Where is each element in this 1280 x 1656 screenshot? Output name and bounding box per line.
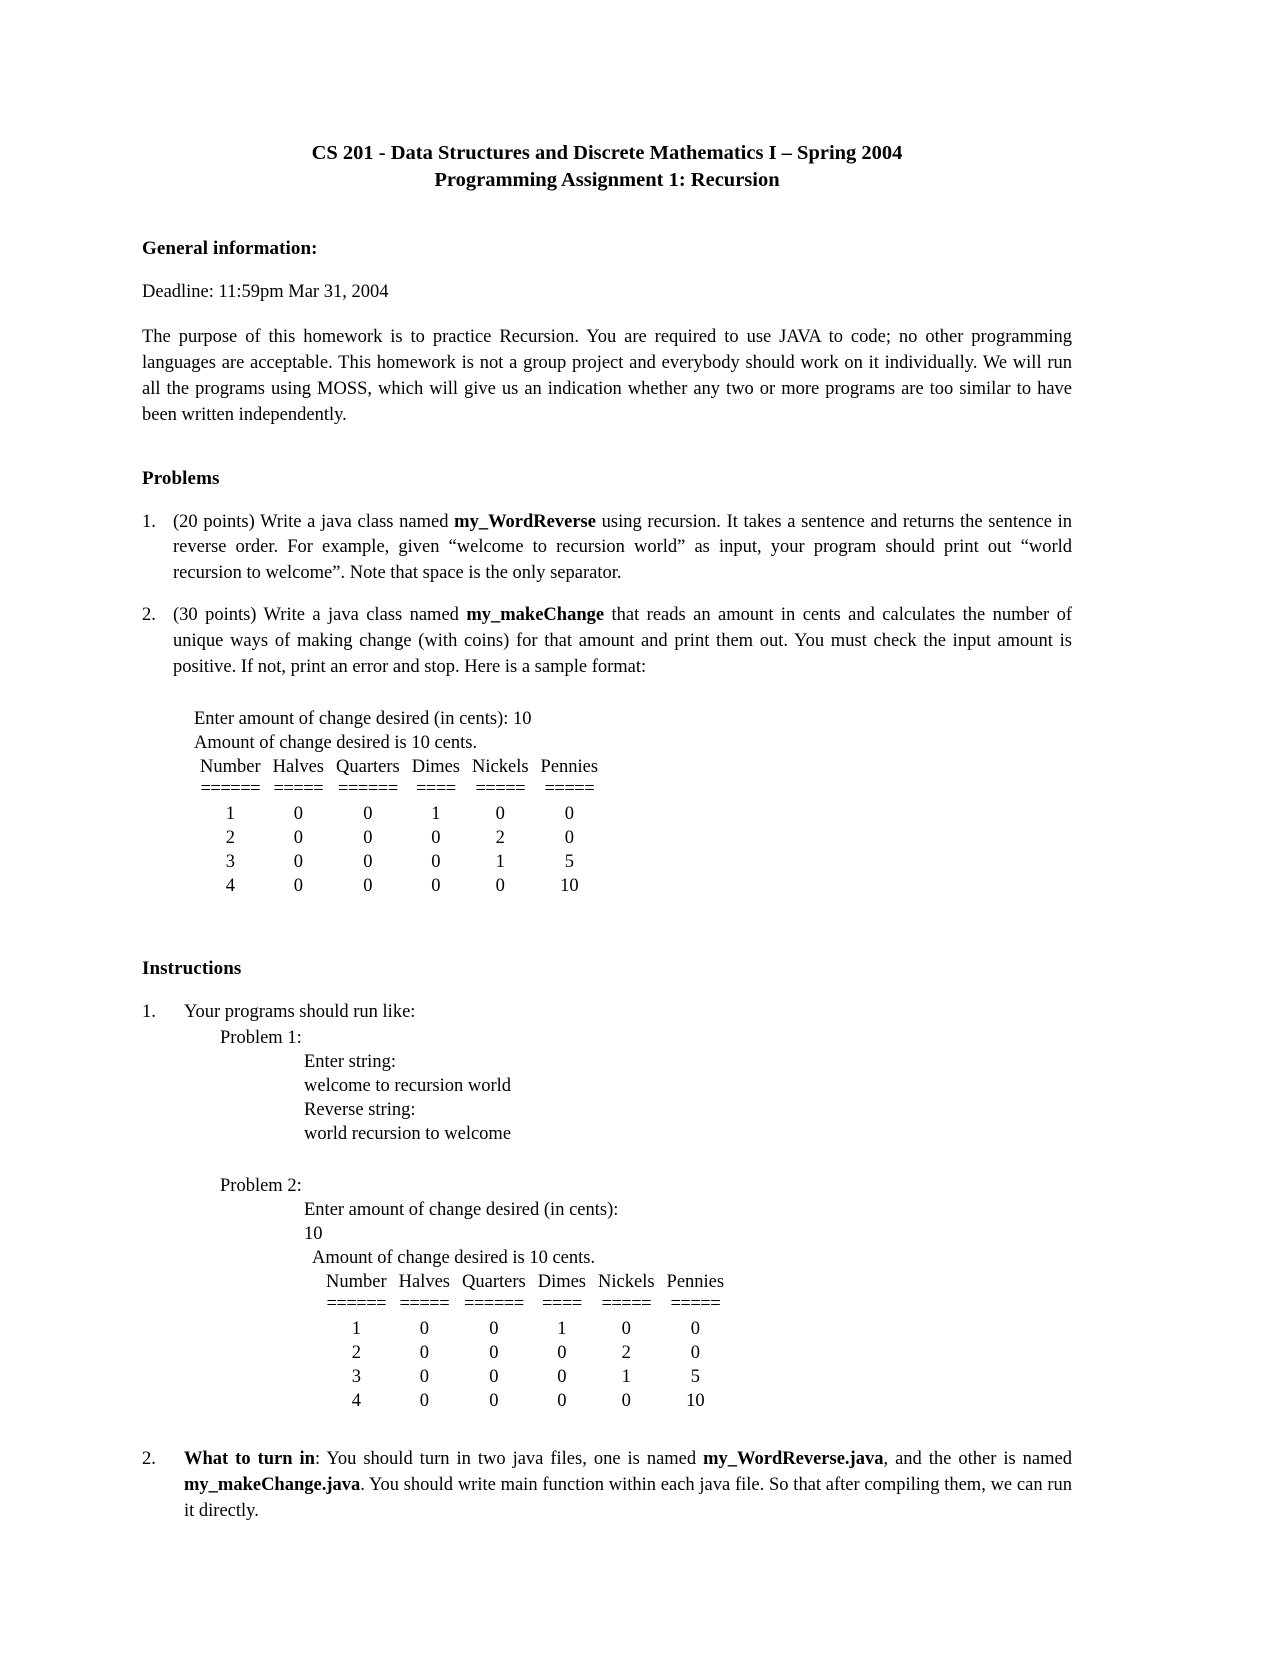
header-number: Number <box>200 756 261 777</box>
cell-halves: 0 <box>419 1390 429 1411</box>
header-halves: Halves <box>272 756 324 777</box>
problem-item-2 <box>142 603 1072 681</box>
table-rule-row <box>320 1294 730 1317</box>
problem-1-line-reverse-string: Reverse string: <box>304 1099 416 1120</box>
problems-list <box>142 510 1072 681</box>
problem-2-amount-line: Amount of change desired is 10 cents. <box>312 1247 596 1268</box>
cell-dimes: 1 <box>431 803 441 824</box>
cell-quarters: 0 <box>363 875 373 896</box>
header-dimes: Dimes <box>411 756 461 777</box>
change-table-2 <box>320 1270 730 1413</box>
cell-pennies: 0 <box>564 827 574 848</box>
cell-quarters: 0 <box>489 1390 499 1411</box>
cell-number: 2 <box>225 827 235 848</box>
header-halves: Halves <box>398 1272 450 1293</box>
rule-nickels: ===== <box>601 1294 652 1315</box>
problem-1-text-after: using recursion. It takes a sentence and returns the sentence in reverse order. For example, given “welcome to recursion world” as input, your program should print out “world recursion to welcome”. Note that space is the only separator. <box>173 511 1072 584</box>
table-rule-row <box>194 779 604 802</box>
cell-number: 3 <box>351 1366 361 1387</box>
file-name-1: my_WordReverse.java <box>703 1448 884 1469</box>
rule-quarters: ====== <box>464 1294 524 1315</box>
cell-pennies: 10 <box>686 1390 705 1411</box>
sample-prompt-line-1: Enter amount of change desired (in cents): 10 <box>194 708 532 729</box>
problem-2-marker: 2. <box>142 605 156 626</box>
change-table-2-head <box>320 1270 730 1317</box>
problem-2-input-line: 10 <box>304 1223 323 1244</box>
cell-number: 1 <box>225 803 235 824</box>
cell-number: 4 <box>351 1390 361 1411</box>
cell-nickels: 1 <box>621 1366 631 1387</box>
problem-1-line-input: welcome to recursion world <box>304 1075 512 1096</box>
change-table-1 <box>194 755 604 898</box>
cell-number: 3 <box>225 851 235 872</box>
cell-quarters: 0 <box>489 1366 499 1387</box>
table-row <box>194 850 604 874</box>
cell-number: 4 <box>225 875 235 896</box>
table-row <box>320 1341 730 1365</box>
cell-pennies: 5 <box>690 1366 700 1387</box>
cell-number: 2 <box>351 1342 361 1363</box>
rule-halves: ===== <box>399 1294 450 1315</box>
purpose-paragraph: The purpose of this homework is to practice Recursion. You are required to use JAVA to code; no other programming languages are acceptable. This homework is not a group project and everybody should work on it individually. We will run all the programs using MOSS, which will give us an indication whether any two or more programs are too similar to have been written independently. <box>142 326 1072 425</box>
problems-heading: Problems <box>142 467 220 489</box>
cell-nickels: 0 <box>621 1390 631 1411</box>
cell-quarters: 0 <box>363 827 373 848</box>
table-row <box>194 826 604 850</box>
table-row <box>320 1365 730 1389</box>
rule-halves: ===== <box>273 779 324 800</box>
problem-1-line-enter-string: Enter string: <box>304 1051 396 1072</box>
header-pennies: Pennies <box>540 756 599 777</box>
header-quarters: Quarters <box>336 756 400 777</box>
cell-pennies: 0 <box>564 803 574 824</box>
cell-dimes: 0 <box>431 827 441 848</box>
rule-pennies: ===== <box>670 1294 721 1315</box>
cell-halves: 0 <box>293 827 303 848</box>
cell-halves: 0 <box>293 803 303 824</box>
cell-pennies: 5 <box>564 851 574 872</box>
problem-1-label: Problem 1: <box>220 1027 302 1048</box>
cell-halves: 0 <box>293 851 303 872</box>
cell-quarters: 0 <box>489 1342 499 1363</box>
spacer <box>142 448 1072 468</box>
rule-pennies: ===== <box>544 779 595 800</box>
instruction-2-text-after: . You should write main function within each java file. So that after compiling them, we can run it directly. <box>184 1474 1072 1521</box>
header-pennies: Pennies <box>666 1272 725 1293</box>
cell-dimes: 0 <box>431 875 441 896</box>
cell-nickels: 0 <box>495 875 505 896</box>
cell-dimes: 0 <box>557 1390 567 1411</box>
problem-2-class-name: my_makeChange <box>466 605 605 626</box>
problem-2-console-lines <box>304 1198 1072 1270</box>
instruction-2-text-before: : You should turn in two java files, one is named <box>314 1448 704 1469</box>
problem-2-prompt-line: Enter amount of change desired (in cents): <box>304 1199 619 1220</box>
cell-dimes: 1 <box>557 1318 567 1339</box>
change-table-2-body <box>320 1317 730 1413</box>
problem-1-marker: 1. <box>142 511 156 532</box>
problem-1-line-output: world recursion to welcome <box>304 1123 512 1144</box>
general-information-heading: General information: <box>142 238 318 260</box>
header-nickels: Nickels <box>598 1272 655 1293</box>
problem-2-sample-block <box>220 1174 1072 1413</box>
instruction-2-text-middle: , and the other is named <box>883 1448 1072 1469</box>
cell-nickels: 2 <box>495 827 505 848</box>
file-name-2: my_makeChange.java <box>184 1474 361 1495</box>
instruction-item-1 <box>142 1000 1072 1413</box>
table-header-row <box>194 755 604 779</box>
cell-pennies: 10 <box>560 875 579 896</box>
spacer <box>142 898 1072 958</box>
instruction-item-2 <box>142 1447 1072 1525</box>
cell-dimes: 0 <box>557 1342 567 1363</box>
cell-halves: 0 <box>419 1342 429 1363</box>
instruction-1-text: Your programs should run like: <box>184 1001 416 1022</box>
rule-dimes: ==== <box>541 1294 582 1315</box>
spacer <box>142 697 1072 707</box>
spacer <box>184 1146 1072 1174</box>
cell-halves: 0 <box>293 875 303 896</box>
table-row <box>320 1389 730 1413</box>
change-table-1-body <box>194 802 604 898</box>
cell-quarters: 0 <box>489 1318 499 1339</box>
change-table-2-wrap <box>320 1270 1072 1413</box>
instruction-2-marker: 2. <box>142 1448 156 1469</box>
header-nickels: Nickels <box>472 756 529 777</box>
deadline-text: Deadline: 11:59pm Mar 31, 2004 <box>142 282 389 303</box>
problem-2-text-after: that reads an amount in cents and calculates the number of unique ways of making change (with coins) for that amount and print them out. You must check the input amount is positive. If not, print an error and stop. Here is a sample format: <box>173 605 1072 677</box>
document-title <box>142 140 1072 194</box>
change-table-1-head <box>194 755 604 802</box>
rule-quarters: ====== <box>338 779 398 800</box>
header-dimes: Dimes <box>537 1272 587 1293</box>
rule-dimes: ==== <box>415 779 456 800</box>
table-row <box>194 802 604 826</box>
problem-1-text-before: (20 points) Write a java class named <box>173 511 455 532</box>
rule-nickels: ===== <box>475 779 526 800</box>
problem-1-console-lines <box>304 1050 1072 1146</box>
cell-quarters: 0 <box>363 803 373 824</box>
cell-dimes: 0 <box>431 851 441 872</box>
cell-pennies: 0 <box>690 1318 700 1339</box>
instructions-heading: Instructions <box>142 957 242 979</box>
header-quarters: Quarters <box>462 1272 526 1293</box>
header-number: Number <box>326 1272 387 1293</box>
cell-number: 1 <box>351 1318 361 1339</box>
problem-item-1 <box>142 510 1072 588</box>
cell-nickels: 2 <box>621 1342 631 1363</box>
rule-number: ====== <box>326 1294 387 1315</box>
cell-nickels: 1 <box>495 851 505 872</box>
sample-output-block-1 <box>194 707 1072 898</box>
table-row <box>320 1317 730 1341</box>
problem-1-class-name: my_WordReverse <box>454 511 596 532</box>
problem-1-sample-block <box>220 1026 1072 1146</box>
title-line-1: CS 201 - Data Structures and Discrete Mathematics I – Spring 2004 <box>311 142 903 164</box>
instruction-1-marker: 1. <box>142 1001 156 1022</box>
problem-2-label: Problem 2: <box>220 1175 302 1196</box>
instructions-list <box>142 1000 1072 1525</box>
cell-dimes: 0 <box>557 1366 567 1387</box>
table-row <box>194 874 604 898</box>
table-header-row <box>320 1270 730 1294</box>
problem-2-text-before: (30 points) Write a java class named <box>173 605 467 626</box>
cell-halves: 0 <box>419 1318 429 1339</box>
cell-quarters: 0 <box>363 851 373 872</box>
title-line-2: Programming Assignment 1: Recursion <box>434 169 780 192</box>
cell-nickels: 0 <box>495 803 505 824</box>
cell-nickels: 0 <box>621 1318 631 1339</box>
cell-pennies: 0 <box>690 1342 700 1363</box>
cell-halves: 0 <box>419 1366 429 1387</box>
sample-amount-line-1: Amount of change desired is 10 cents. <box>194 732 478 753</box>
what-to-turn-in-label: What to turn in <box>184 1448 315 1469</box>
rule-number: ====== <box>200 779 261 800</box>
